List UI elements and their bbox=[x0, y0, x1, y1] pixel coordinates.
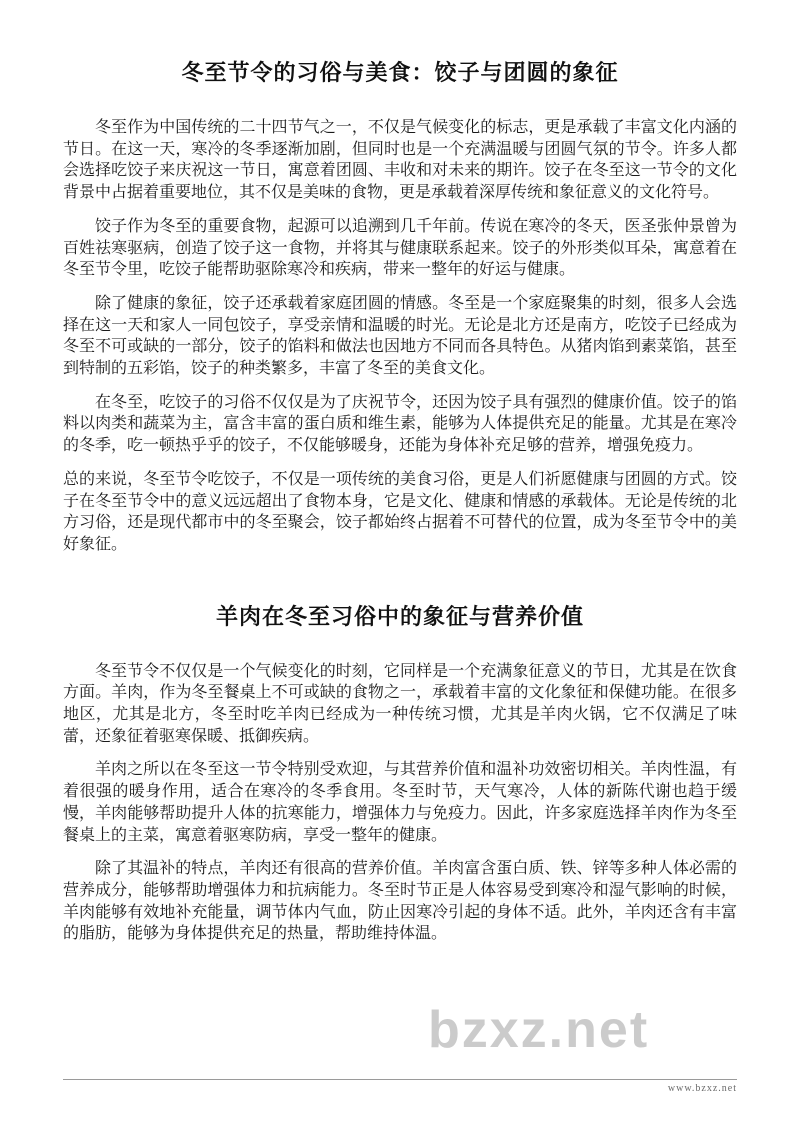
article-1-title: 冬至节令的习俗与美食：饺子与团圆的象征 bbox=[181, 60, 619, 85]
footer-divider bbox=[63, 1079, 737, 1080]
paragraph: 总的来说，冬至节令吃饺子，不仅是一项传统的美食习俗，更是人们祈愿健康与团圆的方式。饺子在冬至节令中的意义远远超出了食物本身，它是文化、健康和情感的承载体。无论是传统的北方习俗，还是现代都市中的冬至聚会，饺子都始终占据着不可替代的位置，成为冬至节令中的美好象征。 bbox=[63, 470, 737, 553]
article-2-title: 羊肉在冬至习俗中的象征与营养价值 bbox=[215, 603, 584, 629]
article-dumplings bbox=[63, 56, 737, 556]
paragraph: 冬至作为中国传统的二十四节气之一，不仅是气候变化的标志，更是承载了丰富文化内涵的节日。在这一天，寒冷的冬季逐渐加剧，但同时也是一个充满温暖与团圆气氛的节令。许多人都会选择吃饺子来庆祝这一节日，寓意着团圆、丰收和对未来的期许。饺子在冬至这一节令的文化背景中占据着重要地位，其不仅是美味的食物，更是承载着深厚传统和象征意义的文化符号。 bbox=[63, 119, 737, 202]
article-mutton bbox=[63, 600, 737, 945]
paragraph: 饺子作为冬至的重要食物，起源可以追溯到几千年前。传说在寒冷的冬天，医圣张仲景曾为百姓祛寒驱病，创造了饺子这一食物，并将其与健康联系起来。饺子的外形类似耳朵，寓意着在冬至节令里，吃饺子能帮助驱除寒冷和疾病，带来一整年的好运与健康。 bbox=[63, 217, 737, 279]
paragraph: 冬至节令不仅仅是一个气候变化的时刻，它同样是一个充满象征意义的节日，尤其是在饮食方面。羊肉，作为冬至餐桌上不可或缺的食物之一，承载着丰富的文化象征和保健功能。在很多地区，尤其是北方，冬至时吃羊肉已经成为一种传统习惯，尤其是羊肉火锅，它不仅满足了味蕾，还象征着驱寒保暖、抵御疾病。 bbox=[63, 662, 737, 745]
watermark-text: bzxz.net bbox=[428, 1001, 650, 1059]
paragraph: 羊肉之所以在冬至这一节令特别受欢迎，与其营养价值和温补功效密切相关。羊肉性温，有着很强的暖身作用，适合在寒冷的冬季食用。冬至时节，天气寒冷，人体的新陈代谢也趋于缓慢，羊肉能够帮助提升人体的抗寒能力，增强体力与免疫力。因此，许多家庭选择羊肉作为冬至餐桌上的主菜，寓意着驱寒防病，享受一整年的健康。 bbox=[63, 761, 737, 844]
paragraph: 除了健康的象征，饺子还承载着家庭团圆的情感。冬至是一个家庭聚集的时刻，很多人会选择在这一天和家人一同包饺子，享受亲情和温暖的时光。无论是北方还是南方，吃饺子已经成为冬至不可或缺的一部分，饺子的馅料和做法也因地方不同而各具特色。从猪肉馅到素菜馅，甚至到特制的五彩馅，饺子的种类繁多，丰富了冬至的美食文化。 bbox=[63, 294, 737, 378]
paragraph: 在冬至，吃饺子的习俗不仅仅是为了庆祝节令，还因为饺子具有强烈的健康价值。饺子的馅料以肉类和蔬菜为主，富含丰富的蛋白质和维生素，能够为人体提供充足的能量。尤其是在寒冷的冬季，吃一顿热乎乎的饺子，不仅能够暖身，还能为身体补充足够的营养，增强免疫力。 bbox=[63, 393, 737, 455]
footer-url: www.bzxz.net bbox=[667, 1083, 737, 1094]
paragraph: 除了其温补的特点，羊肉还有很高的营养价值。羊肉富含蛋白质、铁、锌等多种人体必需的营养成分，能够帮助增强体力和抗病能力。冬至时节正是人体容易受到寒冷和湿气影响的时候，羊肉能够有效地补充能量，调节体内气血，防止因寒冷引起的身体不适。此外，羊肉还含有丰富的脂肪，能够为身体提供充足的热量，帮助维持体温。 bbox=[63, 860, 737, 943]
